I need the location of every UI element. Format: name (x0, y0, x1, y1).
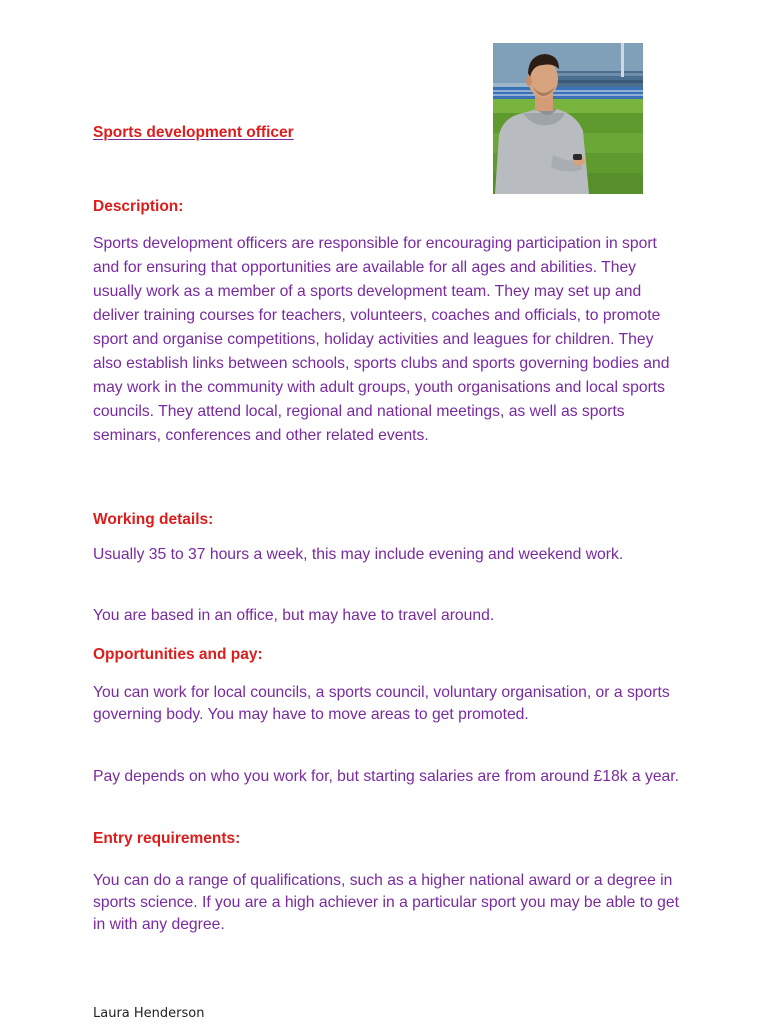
coach-photo (493, 43, 643, 194)
footer-author: Laura Henderson (93, 1006, 205, 1021)
description-paragraph: Sports development officers are responsible for encouraging participation in sport and for ensuring that opportunities are available for all ages and abilities. They usually work as a member of a sports development team. They may set up and deliver training courses for teachers, volunteers, coaches and officials, to promote sport and organise competitions, holiday activities and leagues for children. They also establish links between schools, sports clubs and sports governing bodies and may work in the community with adult groups, youth organisations and local sports councils. They attend local, regional and national meetings, as well as sports seminars, conferences and other related events. (93, 235, 670, 444)
entry-requirements-paragraph: You can do a range of qualifications, such as a higher national award or a degree in sports science. If you are a high achiever in a particular sport you may be able to get in with any degree. (93, 872, 679, 933)
section-heading-opportunities: Opportunities and pay: (93, 646, 263, 663)
section-heading-working-details: Working details: (93, 511, 214, 528)
working-details-paragraph-1: Usually 35 to 37 hours a week, this may include evening and weekend work. (93, 546, 624, 563)
opportunities-paragraph-1: You can work for local councils, a sports council, voluntary organisation, or a sports governing body. You may have to move areas to get promoted. (93, 684, 670, 723)
opportunities-paragraph-2: Pay depends on who you work for, but starting salaries are from around £18k a year. (93, 768, 679, 785)
section-heading-description: Description: (93, 198, 184, 215)
page-title: Sports development officer (93, 124, 294, 141)
working-details-paragraph-2: You are based in an office, but may have to travel around. (93, 607, 495, 624)
section-heading-entry-requirements: Entry requirements: (93, 830, 241, 847)
